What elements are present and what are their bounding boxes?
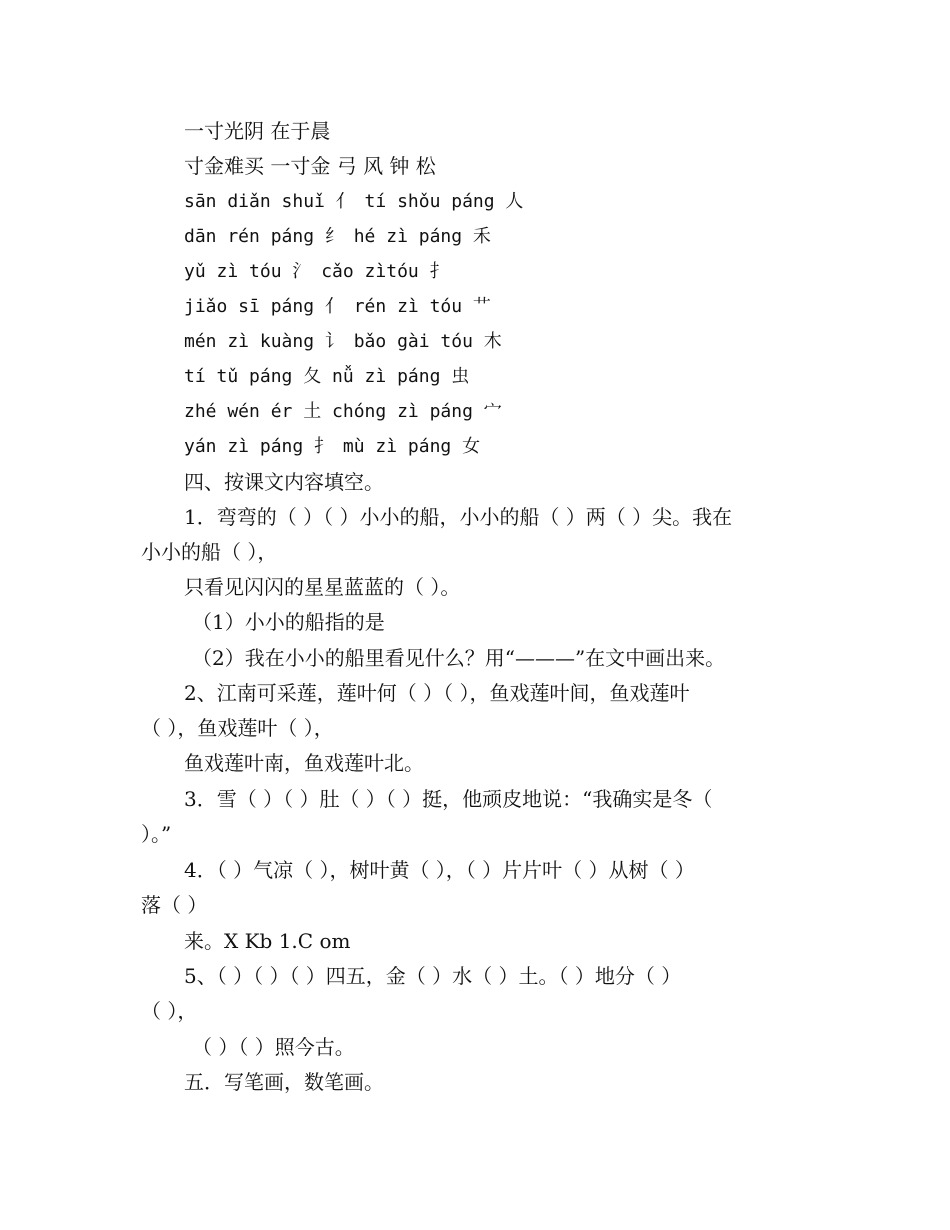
question-5: 5、（ ）（ ）（ ）四五，金（ ）水（ ）土。（ ）地分（ ）: [184, 964, 682, 988]
question-4-continued: 落（ ）: [141, 893, 208, 917]
question-2: 2、江南可采莲，莲叶何（ ）（ ），鱼戏莲叶间，鱼戏莲叶: [184, 681, 690, 705]
section-heading: 五．写笔画，数笔画。: [184, 1070, 384, 1094]
pinyin-line: sān diǎn shuǐ 亻 tí shǒu páng 人: [184, 191, 524, 212]
question-4-continued: 来。X Kb 1.C om: [184, 929, 351, 953]
question-1: 1．弯弯的（ ）（ ）小小的船，小小的船（ ）两（ ）尖。我在: [184, 505, 733, 529]
text-line: 寸金难买 一寸金 弓 风 钟 松: [184, 154, 436, 178]
question-2-continued: （ ），鱼戏莲叶（ ），: [141, 716, 334, 740]
question-3-continued: ）。”: [141, 822, 172, 846]
question-1-sub-2: （2）我在小小的船里看见什么？用“———”在文中画出来。: [192, 646, 726, 670]
section-heading: 四、按课文内容填空。: [184, 470, 384, 494]
question-4: 4．（ ）气凉（ ），树叶黄（ ），（ ）片片叶（ ）从树（ ）: [184, 858, 695, 882]
question-1-sub-1: （1）小小的船指的是: [192, 610, 385, 634]
pinyin-line: jiǎo sī páng 亻 rén zì tóu 艹: [184, 296, 491, 317]
question-3: 3．雪（ ）（ ）肚（ ）（ ）挺，他顽皮地说：“我确实是冬（: [184, 787, 713, 811]
pinyin-line: zhé wén ér 土 chóng zì páng 宀: [184, 401, 502, 422]
text-line: 一寸光阴 在于晨: [184, 119, 331, 143]
pinyin-line: mén zì kuàng 讠 bǎo gài tóu 木: [184, 331, 502, 352]
question-5-continued: （ ）（ ）照今古。: [192, 1035, 355, 1059]
question-5-continued: （ ），: [141, 999, 198, 1023]
question-1-continued: 只看见闪闪的星星蓝蓝的（ ）。: [184, 575, 461, 599]
pinyin-line: tí tǔ páng 夂 nǚ zì páng 虫: [184, 366, 470, 387]
pinyin-line: yǔ zì tóu 氵 cǎo zìtóu 扌: [184, 261, 448, 282]
pinyin-line: dān rén páng 纟 hé zì páng 禾: [184, 226, 491, 247]
pinyin-line: yán zì páng 扌 mù zì páng 女: [184, 436, 481, 457]
question-1-continued: 小小的船（ ），: [141, 540, 278, 564]
question-2-continued: 鱼戏莲叶南，鱼戏莲叶北。: [184, 751, 424, 775]
